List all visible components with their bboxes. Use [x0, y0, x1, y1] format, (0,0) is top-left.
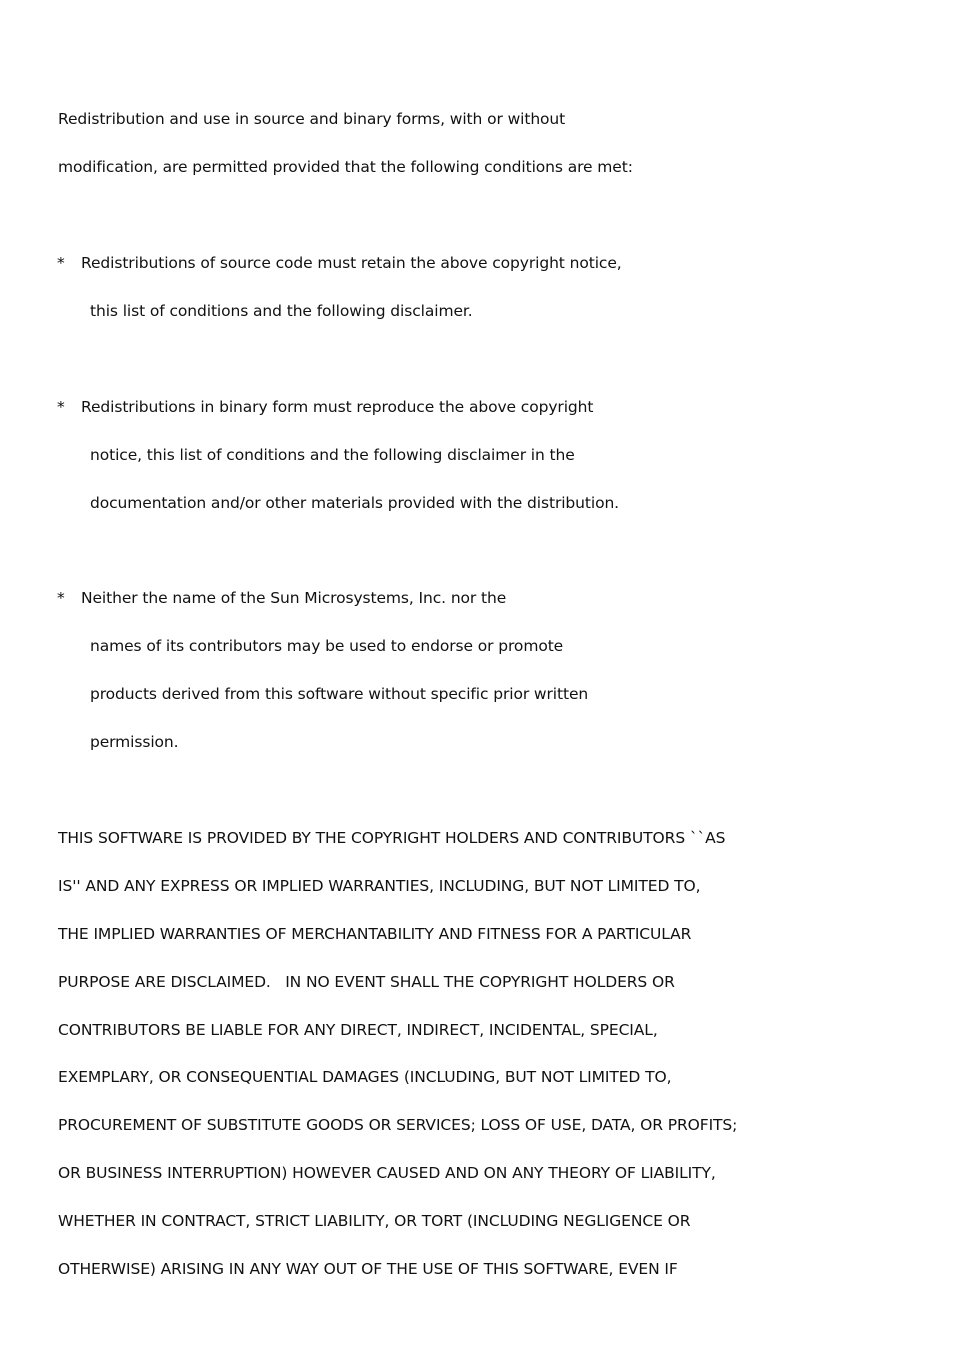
condition-line: products derived from this software without specific prior written	[90, 685, 589, 703]
condition-line: documentation and/or other materials provided with the distribution.	[90, 494, 620, 512]
disclaimer-line: PROCUREMENT OF SUBSTITUTE GOODS OR SERVICES; LOSS OF USE, DATA, OR PROFITS;	[58, 1116, 738, 1134]
condition-line: Redistributions in binary form must reproduce the above copyright	[81, 398, 594, 416]
disclaimer-line: THIS SOFTWARE IS PROVIDED BY THE COPYRIGHT HOLDERS AND CONTRIBUTORS ``AS	[58, 829, 726, 847]
bullet-marker: *	[57, 398, 65, 416]
disclaimer-line: OTHERWISE) ARISING IN ANY WAY OUT OF THE USE OF THIS SOFTWARE, EVEN IF	[58, 1260, 678, 1278]
disclaimer-line: IS'' AND ANY EXPRESS OR IMPLIED WARRANTIES, INCLUDING, BUT NOT LIMITED TO,	[58, 877, 701, 895]
condition-line: Neither the name of the Sun Microsystems, Inc. nor the	[81, 589, 507, 607]
disclaimer-line: CONTRIBUTORS BE LIABLE FOR ANY DIRECT, INDIRECT, INCIDENTAL, SPECIAL,	[58, 1021, 658, 1039]
condition-line: this list of conditions and the following disclaimer.	[90, 302, 473, 320]
intro-line: Redistribution and use in source and binary forms, with or without	[58, 110, 566, 128]
condition-line: names of its contributors may be used to endorse or promote	[90, 637, 564, 655]
condition-line: notice, this list of conditions and the following disclaimer in the	[90, 446, 575, 464]
disclaimer-line: THE IMPLIED WARRANTIES OF MERCHANTABILITY AND FITNESS FOR A PARTICULAR	[58, 925, 692, 943]
bullet-marker: *	[57, 254, 65, 272]
bullet-marker: *	[57, 589, 65, 607]
intro-line: modification, are permitted provided that the following conditions are met:	[58, 158, 633, 176]
disclaimer-line: OR BUSINESS INTERRUPTION) HOWEVER CAUSED AND ON ANY THEORY OF LIABILITY,	[58, 1164, 716, 1182]
condition-line: permission.	[90, 733, 179, 751]
disclaimer-line: PURPOSE ARE DISCLAIMED. IN NO EVENT SHALL THE COPYRIGHT HOLDERS OR	[58, 973, 675, 991]
condition-line: Redistributions of source code must retain the above copyright notice,	[81, 254, 622, 272]
disclaimer-line: EXEMPLARY, OR CONSEQUENTIAL DAMAGES (INCLUDING, BUT NOT LIMITED TO,	[58, 1068, 672, 1086]
disclaimer-line: WHETHER IN CONTRACT, STRICT LIABILITY, OR TORT (INCLUDING NEGLIGENCE OR	[58, 1212, 691, 1230]
